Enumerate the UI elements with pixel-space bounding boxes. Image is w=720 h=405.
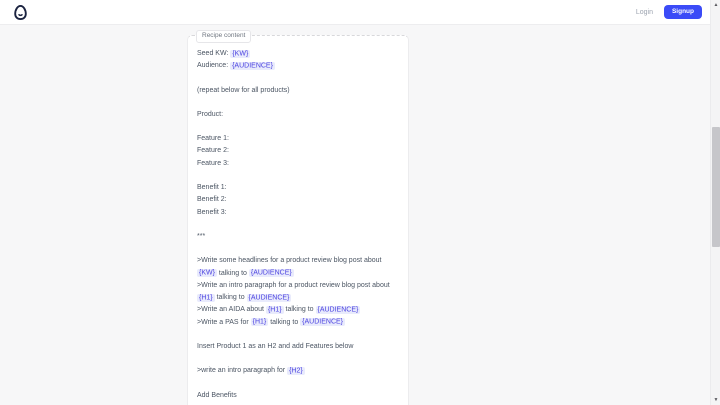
recipe-line: Audience: {AUDIENCE}	[197, 62, 273, 70]
recipe-line: Seed KW: {KW}	[197, 50, 249, 57]
recipe-line: Feature 3:	[197, 159, 229, 167]
recipe-line: (repeat below for all products)	[197, 86, 290, 94]
recipe-line: ***	[197, 232, 206, 240]
paragraph	[197, 85, 400, 97]
recipe-line: Feature 1:	[197, 135, 229, 143]
paragraph	[197, 390, 400, 402]
placeholder-token[interactable]: {H1}	[199, 294, 213, 302]
recipe-line: Benefit 3:	[197, 208, 227, 216]
paragraph	[197, 182, 400, 219]
paragraph	[197, 341, 400, 353]
recipe-line: Product:	[197, 110, 224, 118]
placeholder-token[interactable]: {KW}	[199, 269, 215, 277]
recipe-line: >Write an intro paragraph for a product review blog post about {H1} talking to {AUDIENCE}	[197, 281, 390, 302]
recipe-content-label: Recipe content	[196, 30, 251, 43]
recipe-line: Feature 2:	[197, 147, 229, 155]
recipe-line: >write an intro paragraph for {H2}	[197, 367, 303, 375]
header-actions	[636, 5, 702, 20]
paragraph	[197, 231, 400, 243]
placeholder-token[interactable]: {H2}	[289, 367, 303, 375]
scrollbar-up-icon[interactable]: ▲	[713, 2, 719, 8]
placeholder-token[interactable]: {AUDIENCE}	[302, 318, 344, 326]
placeholder-token[interactable]: {AUDIENCE}	[232, 62, 273, 70]
top-navbar	[0, 0, 720, 25]
paragraph	[197, 365, 400, 377]
scrollbar-thumb[interactable]	[712, 127, 720, 247]
paragraph	[197, 109, 400, 121]
placeholder-token[interactable]: {H1}	[267, 306, 282, 314]
placeholder-token[interactable]: {KW}	[232, 50, 249, 57]
recipe-card	[187, 32, 409, 405]
egg-logo-icon[interactable]	[13, 4, 28, 21]
scrollbar[interactable]	[710, 0, 720, 405]
scrollbar-down-icon[interactable]: ▼	[713, 397, 719, 403]
placeholder-token[interactable]: {AUDIENCE}	[248, 294, 290, 302]
signup-button[interactable]: Signup	[664, 5, 702, 20]
paragraph	[197, 133, 400, 170]
paragraph	[197, 48, 400, 73]
recipe-line: >Write some headlines for a product review blog post about {KW} talking to {AUDIENCE}	[197, 257, 382, 277]
placeholder-token[interactable]: {AUDIENCE}	[317, 306, 359, 314]
placeholder-token[interactable]: {H1}	[252, 318, 267, 326]
recipe-line: >Write a PAS for {H1} talking to {AUDIENCE}	[197, 318, 344, 326]
recipe-line: Insert Product 1 as an H2 and add Features below	[197, 343, 354, 351]
recipe-line: >Write an AIDA about {H1} talking to {AUDIENCE}	[197, 306, 359, 314]
recipe-line: Benefit 1:	[197, 184, 227, 192]
recipe-line: Benefit 2:	[197, 196, 227, 204]
page-body	[0, 25, 720, 405]
recipe-content[interactable]	[188, 36, 408, 402]
login-link[interactable]: Login	[635, 8, 653, 16]
recipe-line: Add Benefits	[197, 391, 237, 399]
placeholder-token[interactable]: {AUDIENCE}	[250, 269, 292, 277]
paragraph	[197, 255, 400, 329]
